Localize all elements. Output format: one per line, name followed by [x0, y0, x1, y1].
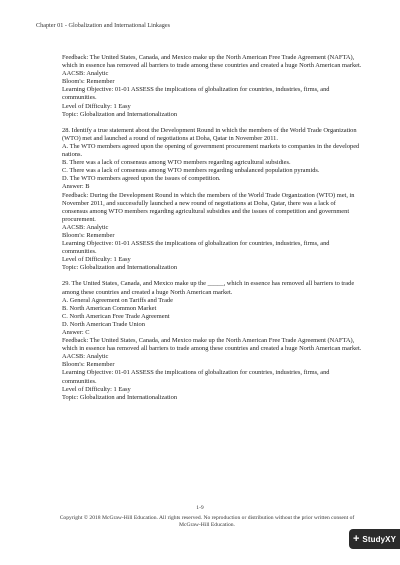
feedback-text: Feedback: The United States, Canada, and Mexico make up the North American Free Trade Agreement (NAFTA), which in essence has removed all barriers to trade among these countries and created a huge North American market.: [62, 54, 362, 70]
answer-text: Answer: B: [62, 183, 90, 191]
objective-text: Learning Objective: 01-01 ASSESS the implications of globalization for countries, industries, firms, and communities.: [62, 240, 330, 256]
question-27-tail: [62, 54, 362, 119]
chapter-header: Chapter 01 - Globalization and International Linkages: [36, 22, 171, 29]
blooms-text: Bloom's: Remember: [62, 78, 115, 86]
blooms-text: Bloom's: Remember: [62, 361, 115, 369]
blooms-text: Bloom's: Remember: [62, 231, 115, 239]
aacsb-text: AACSB: Analytic: [62, 70, 109, 78]
option-d: D. North American Trade Union: [62, 320, 145, 328]
option-a: A. The WTO members agreed upon the opening of government procurement markets to companies in the developed nations.: [62, 142, 360, 159]
option-b: B. North American Common Market: [62, 304, 157, 312]
question-29: [62, 280, 362, 401]
question-text: 29. The United States, Canada, and Mexico make up the _____, which in essence has removed all barriers to trade among these countries and created a huge North American market.: [62, 280, 355, 296]
option-c: C. North American Free Trade Agreement: [62, 312, 170, 320]
topic-text: Topic: Globalization and Internationalization: [62, 264, 178, 272]
option-d: D. The WTO members agreed upon the issues of competition.: [62, 175, 221, 183]
topic-text: Topic: Globalization and Internationalization: [62, 393, 178, 401]
option-b: B. There was a lack of consensus among WTO members regarding agricultural subsidies.: [62, 159, 291, 167]
answer-text: Answer: C: [62, 329, 90, 336]
copyright-notice: Copyright © 2018 McGraw-Hill Education. All rights reserved. No reproduction or distribution without the prior written consent of McGraw-Hill Education.: [59, 515, 355, 528]
difficulty-text: Level of Difficulty: 1 Easy: [62, 385, 131, 393]
feedback-text: Feedback: The United States, Canada, and Mexico make up the North American Free Trade Agreement (NAFTA), which in essence has removed all barriers to trade among these countries and created a huge North American market.: [62, 337, 362, 353]
page-number: 1-9: [196, 505, 204, 511]
feedback-text: Feedback: During the Development Round in which the members of the World Trade Organization (WTO) met, in November 2011, and successfully launched a new round of negotiations at Doha, Qatar, there was a lack of consensus among WTO members regarding agricultural subsidies and the issues of competition and government procurement.: [62, 191, 355, 223]
question-28: [62, 127, 362, 273]
studyxy-logo-text: StudyXY: [362, 534, 397, 544]
difficulty-text: Level of Difficulty: 1 Easy: [62, 102, 131, 110]
page-content: [62, 54, 362, 402]
objective-text: Learning Objective: 01-01 ASSESS the implications of globalization for countries, industries, firms, and communities.: [62, 369, 330, 385]
question-text: 28. Identify a true statement about the Development Round in which the members of the World Trade Organization (WTO) met and launched a round of negotiations at Doha, Qatar in November 2011.: [62, 126, 357, 142]
studyxy-badge[interactable]: [349, 529, 400, 549]
option-c: C. There was a lack of consensus among WTO members regarding unbalanced population pyramids.: [62, 167, 320, 175]
objective-text: Learning Objective: 01-01 ASSESS the implications of globalization for countries, industries, firms, and communities.: [62, 86, 330, 102]
aacsb-text: AACSB: Analytic: [62, 223, 109, 231]
aacsb-text: AACSB: Analytic: [62, 353, 109, 361]
plus-icon: +: [352, 532, 360, 545]
topic-text: Topic: Globalization and Internationalization: [62, 110, 178, 118]
difficulty-text: Level of Difficulty: 1 Easy: [62, 256, 131, 264]
option-a: A. General Agreement on Tariffs and Trade: [62, 296, 173, 304]
